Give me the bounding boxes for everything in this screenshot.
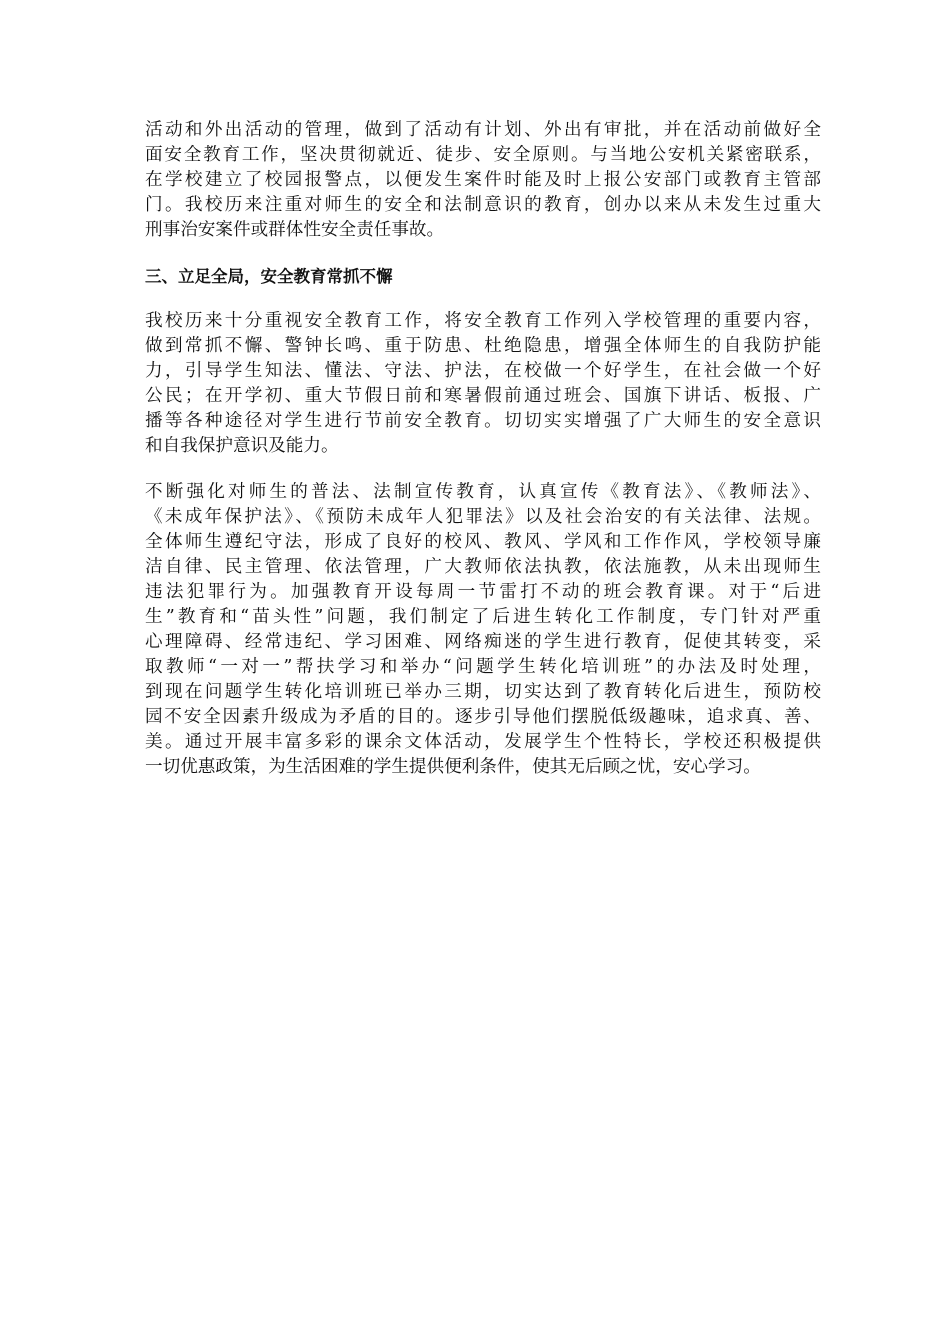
paragraph-line: 到现在问题学生转化培训班已举办三期，切实达到了教育转化后进生，预防校 (145, 682, 821, 702)
paragraph-line: 活动和外出活动的管理，做到了活动有计划、外出有审批，并在活动前做好全 (145, 120, 821, 140)
paragraph-line: 心理障碍、经常违纪、学习困难、网络痴迷的学生进行教育，促使其转变，采 (145, 632, 821, 652)
paragraph-line: 生”教育和“苗头性”问题，我们制定了后进生转化工作制度，专门针对严重 (145, 607, 821, 627)
paragraph-line: 园不安全因素升级成为矛盾的目的。逐步引导他们摆脱低级趣味，追求真、善、 (145, 707, 821, 727)
section-heading: 三、立足全局，安全教育常抓不懈 (145, 267, 393, 286)
paragraph-line: 不断强化对师生的普法、法制宣传教育，认真宣传《教育法》、《教师法》、 (145, 482, 821, 502)
paragraph-line: 我校历来十分重视安全教育工作，将安全教育工作列入学校管理的重要内容， (145, 311, 821, 331)
paragraph-1 (145, 118, 821, 243)
paragraph-line: 一切优惠政策，为生活困难的学生提供便利条件，使其无后顾之忧，安心学习。 (145, 757, 761, 777)
paragraph-line: 刑事治安案件或群体性安全责任事故。 (145, 220, 445, 240)
paragraph-line: 做到常抓不懈、警钟长鸣、重于防患、杜绝隐患，增强全体师生的自我防护能 (145, 336, 821, 356)
document-body (145, 118, 821, 801)
paragraph-line: 美。通过开展丰富多彩的课余文体活动，发展学生个性特长，学校还积极提供 (145, 732, 821, 752)
paragraph-line: 违法犯罪行为。加强教育开设每周一节雷打不动的班会教育课。对于“后进 (145, 582, 821, 602)
paragraph-2 (145, 309, 821, 459)
paragraph-line: 播等各种途径对学生进行节前安全教育。切切实实增强了广大师生的安全意识 (145, 411, 821, 431)
paragraph-line: 取教师“一对一”帮扶学习和举办“问题学生转化培训班”的办法及时处理， (145, 657, 821, 677)
paragraph-line: 在学校建立了校园报警点，以便发生案件时能及时上报公安部门或教育主管部 (145, 170, 821, 190)
paragraph-line: 全体师生遵纪守法，形成了良好的校风、教风、学风和工作作风，学校领导廉 (145, 532, 821, 552)
paragraph-3 (145, 480, 821, 780)
paragraph-line: 和自我保护意识及能力。 (145, 436, 339, 456)
paragraph-line: 力，引导学生知法、懂法、守法、护法，在校做一个好学生，在社会做一个好 (145, 361, 821, 381)
paragraph-line: 洁自律、民主管理、依法管理，广大教师依法执教，依法施教，从未出现师生 (145, 557, 821, 577)
paragraph-line: 公民；在开学初、重大节假日前和寒暑假前通过班会、国旗下讲话、板报、广 (145, 386, 821, 406)
paragraph-line: 《未成年保护法》、《预防未成年人犯罪法》以及社会治安的有关法律、法规。 (145, 507, 821, 527)
paragraph-line: 门。我校历来注重对师生的安全和法制意识的教育，创办以来从未发生过重大 (145, 195, 821, 215)
paragraph-line: 面安全教育工作，坚决贯彻就近、徒步、安全原则。与当地公安机关紧密联系， (145, 145, 821, 165)
